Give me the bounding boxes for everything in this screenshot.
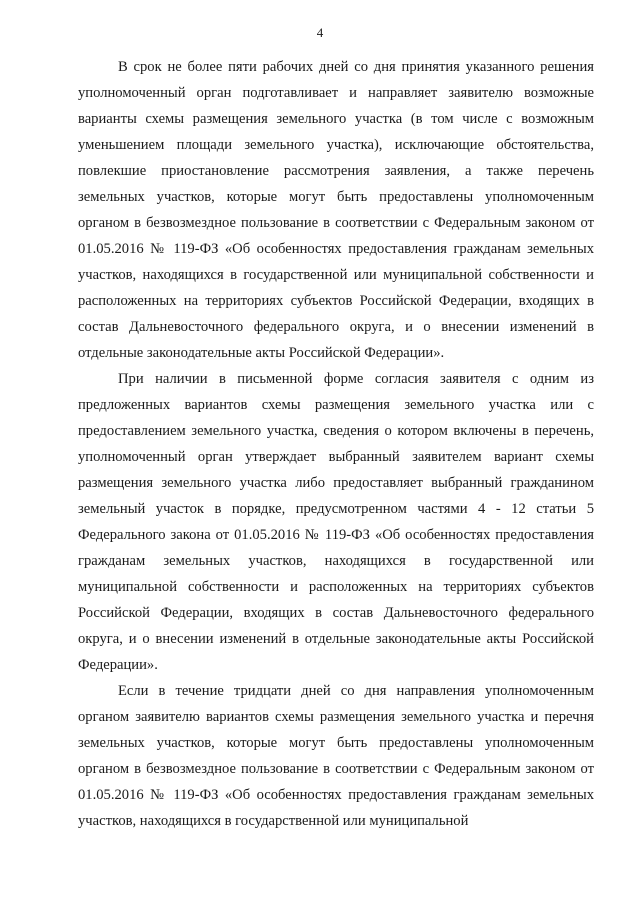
paragraph-option-schemes: В срок не более пяти рабочих дней со дня принятия указанного решения уполномоченный орган подготавливает и направляет заявителю возможные варианты схемы размещения земельного участка (в том числе с возможным уменьшением площади земельного участка), исключающие обстоятельства, повлекшие приостановление рассмотрения заявления, а также перечень земельных участков, которые могут быть предоставлены уполномоченным органом в безвозмездное пользование в соответствии с Федеральным законом от 01.05.2016 № 119-ФЗ «Об особенностях предоставления гражданам земельных участков, находящихся в государственной или муниципальной собственности и расположенных на территориях субъектов Российской Федерации, входящих в состав Дальневосточного федерального округа, и о внесении изменений в отдельные законодательные акты Российской Федерации». (78, 59, 594, 361)
page-number: 4 (316, 25, 324, 40)
paragraph-applicant-consent: При наличии в письменной форме согласия заявителя с одним из предложенных вариантов схемы размещения земельного участка или с предоставлением земельного участка, сведения о котором включены в перечень, уполномоченный орган утверждает выбранный заявителем вариант схемы размещения земельного участка либо предоставляет выбранный гражданином земельный участок в порядке, предусмотренном частями 4 - 12 статьи 5 Федерального закона от 01.05.2016 № 119-ФЗ «Об особенностях предоставления гражданам земельных участков, находящихся в государственной или муниципальной собственности и расположенных на территориях субъектов Российской Федерации, входящих в состав Дальневосточного федерального округа, и о внесении изменений в отдельные законодательные акты Российской Федерации». (78, 371, 594, 673)
document-body (78, 54, 594, 834)
paragraph-thirty-days: Если в течение тридцати дней со дня направления уполномоченным органом заявителю вариантов схемы размещения земельного участка и перечня земельных участков, которые могут быть предоставлены уполномоченным органом в безвозмездное пользование в соответствии с Федеральным законом от 01.05.2016 № 119-ФЗ «Об особенностях предоставления гражданам земельных участков, находящихся в государственной или муниципальной (78, 683, 594, 829)
